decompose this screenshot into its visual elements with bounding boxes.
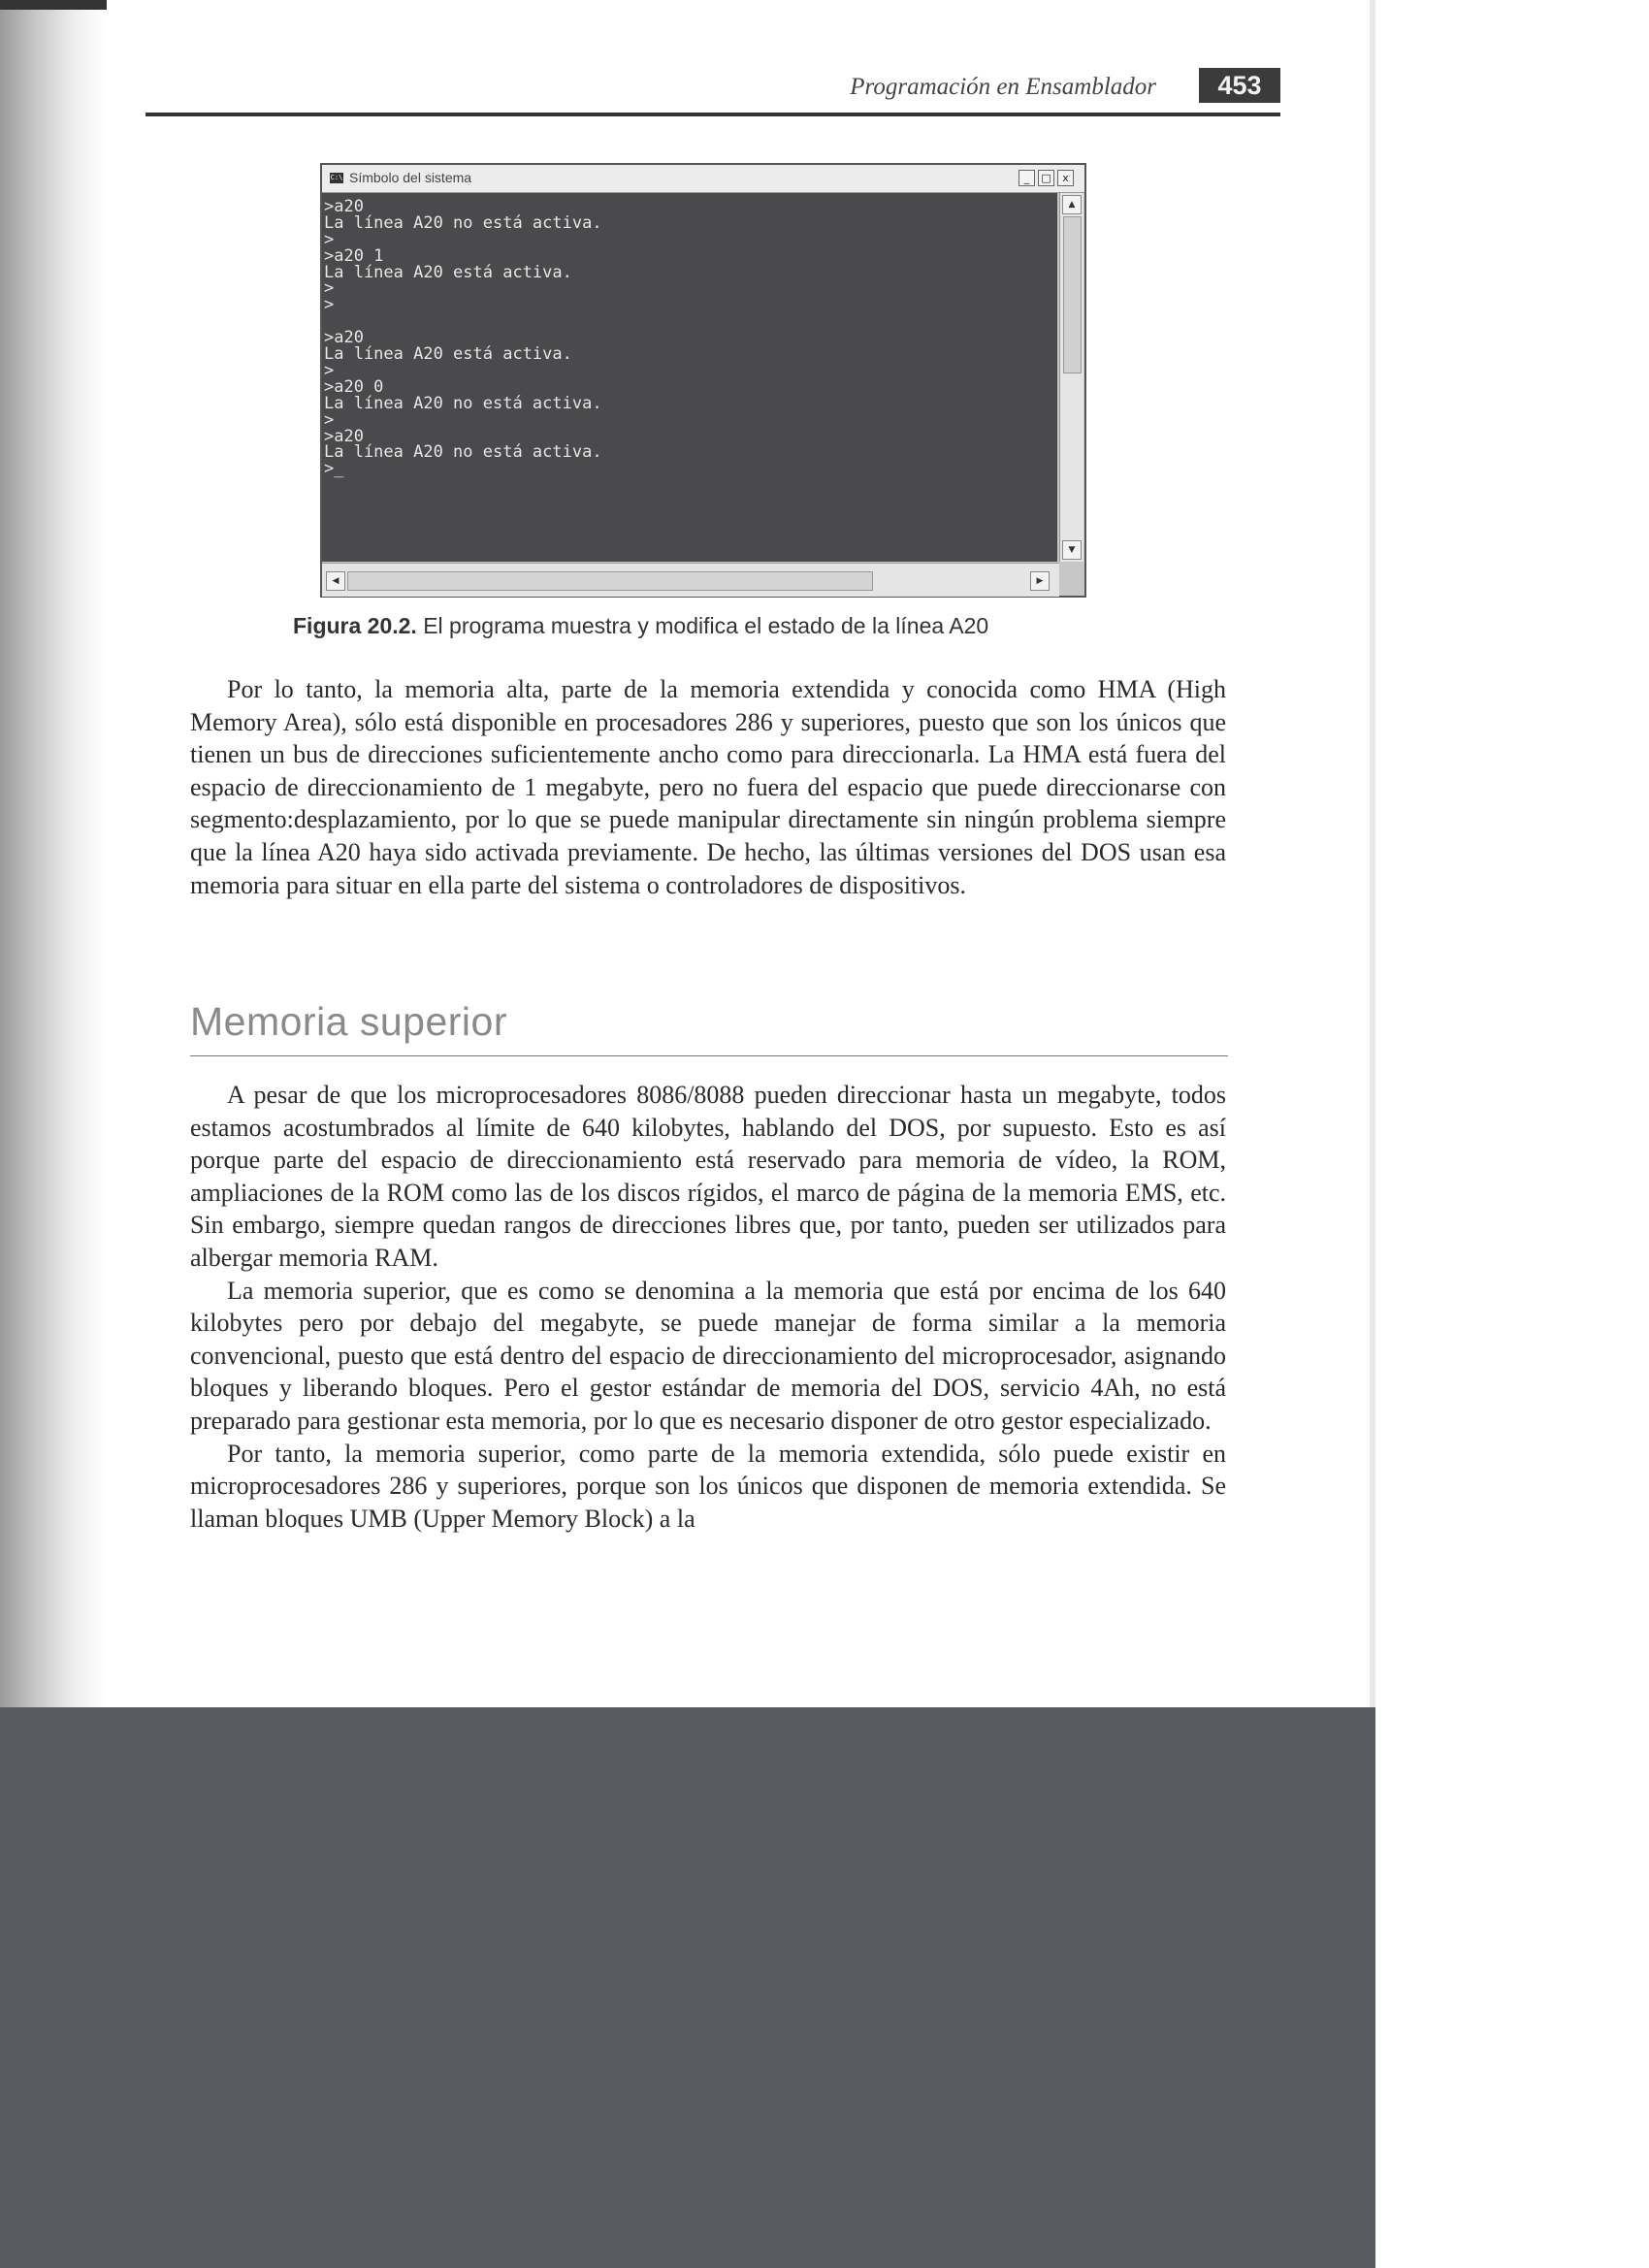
paragraph: Por tanto, la memoria superior, como parte de la memoria extendida, sólo puede existir en microprocesadores 286 y superiores, porque son los únicos que disponen de memoria extendida. Se llaman bloques UMB (Upper Memory Block) a la — [190, 1439, 1226, 1533]
horizontal-scrollbar[interactable] — [322, 563, 1059, 597]
figure-caption-text: El programa muestra y modifica el estado de la línea A20 — [423, 613, 989, 638]
console-app-icon: C:\ — [330, 174, 343, 181]
console-line: > — [324, 361, 335, 381]
console-line: La línea A20 está activa. — [324, 262, 572, 282]
section-rule — [190, 1055, 1228, 1056]
minimize-button[interactable]: _ — [1018, 170, 1035, 186]
console-output — [322, 193, 1057, 562]
body-text-section — [190, 1079, 1226, 1535]
paragraph: La memoria superior, que es como se denomina a la memoria que está por encima de los 640 kilobytes pero por debajo del megabyte, se puede manejar de forma similar a la memoria convencional, puesto que está dentro del espacio de direccionamiento del microprocesador, asignando bloques y liberando bloques. Pero el gestor estándar de memoria del DOS, servicio 4Ah, no está preparado para gestionar esta memoria, por lo que es necesario disponer de otro gestor especializado. — [190, 1276, 1226, 1435]
console-line: > — [324, 409, 335, 430]
body-text-top — [190, 673, 1226, 901]
console-line: >a20 — [324, 426, 364, 446]
scroll-up-arrow-icon[interactable]: ▲ — [1062, 195, 1082, 214]
console-line: >a20 — [324, 328, 364, 348]
console-line: >a20 1 — [324, 245, 384, 266]
console-line: > — [324, 278, 335, 299]
running-header-title: Programación en Ensamblador — [850, 74, 1156, 100]
console-line: La línea A20 no está activa. — [324, 212, 602, 233]
page-number: 453 — [1199, 68, 1280, 103]
scroll-left-arrow-icon[interactable]: ◀ — [326, 571, 345, 591]
console-line: La línea A20 no está activa. — [324, 442, 602, 463]
close-button[interactable]: x — [1057, 170, 1074, 186]
vertical-scroll-thumb[interactable] — [1063, 216, 1082, 373]
console-titlebar — [322, 165, 1084, 193]
console-line: >a20 — [324, 197, 364, 216]
header-rule — [146, 113, 1280, 116]
console-line: La línea A20 está activa. — [324, 344, 572, 365]
scanner-background — [0, 1707, 1375, 2268]
scan-top-mark — [0, 0, 107, 10]
figure-caption-label: Figura 20.2. — [293, 613, 417, 638]
horizontal-scroll-thumb[interactable] — [347, 571, 873, 591]
figure-caption — [293, 613, 988, 639]
console-line: >_ — [324, 459, 344, 479]
console-window-title: Símbolo del sistema — [349, 170, 472, 185]
maximize-button[interactable]: □ — [1038, 170, 1054, 186]
console-line: > — [324, 229, 335, 249]
console-window-figure — [320, 163, 1086, 598]
scan-right-margin — [1375, 0, 1649, 2268]
paragraph: A pesar de que los microprocesadores 8086/8088 pueden direccionar hasta un megabyte, todos estamos acostumbrados al límite de 640 kilobytes, hablando del DOS, por supuesto. Esto es así porque parte del espacio de direccionamiento está reservado para memoria de vídeo, la ROM, ampliaciones de la ROM como las de los discos rígidos, el marco de página de la memoria EMS, etc. Sin embargo, siempre quedan rangos de direcciones libres que, por tanto, pueden ser utilizados para albergar memoria RAM. — [190, 1081, 1226, 1272]
console-line: La línea A20 no está activa. — [324, 393, 602, 413]
scroll-down-arrow-icon[interactable]: ▼ — [1062, 540, 1082, 560]
console-line: > — [324, 295, 335, 315]
paragraph: Por lo tanto, la memoria alta, parte de la memoria extendida y conocida como HMA (High Memory Area), sólo está disponible en procesadores 286 y superiores, puesto que son los únicos que tienen un bus de direcciones suficientemente ancho como para direccionarla. La HMA está fuera del espacio de direccionamiento de 1 megabyte, pero no fuera del espacio que puede direccionarse con segmento:desplazamiento, por lo que se puede manipular directamente sin ningún problema siempre que la línea A20 haya sido activada previamente. De hecho, las últimas versiones del DOS usan esa memoria para situar en ella parte del sistema o controladores de dispositivos. — [190, 675, 1226, 899]
vertical-scrollbar[interactable] — [1059, 193, 1083, 562]
section-heading: Memoria superior — [190, 999, 507, 1044]
scroll-right-arrow-icon[interactable]: ▶ — [1030, 571, 1050, 591]
running-header — [146, 66, 1280, 114]
console-line: >a20 0 — [324, 376, 384, 397]
scan-left-shadow — [0, 0, 107, 1727]
